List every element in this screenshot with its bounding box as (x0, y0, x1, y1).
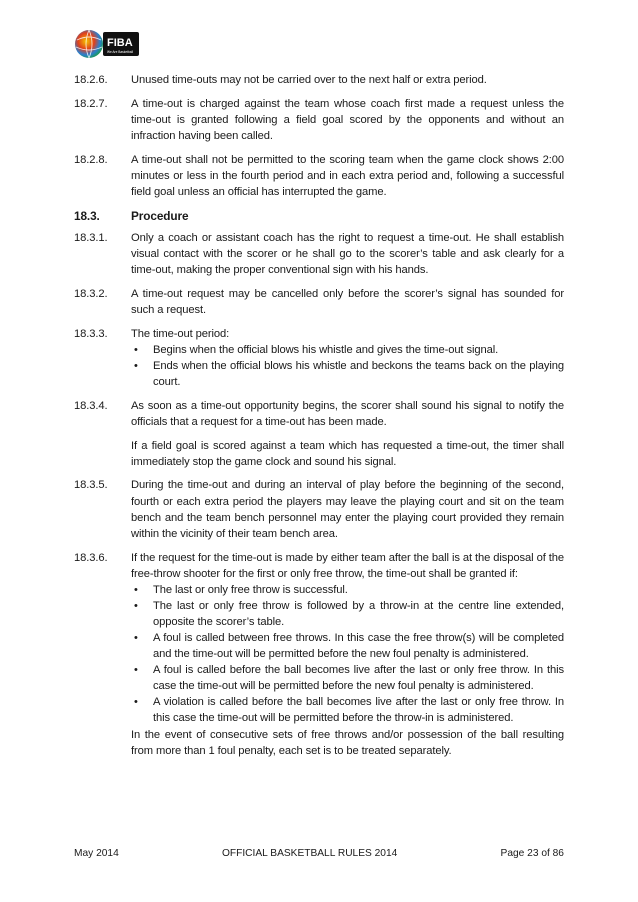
list-item: • A foul is called between free throws. In this case the free throw(s) will be completed and the time-out will be permitted before the new foul penalty is administered. (131, 630, 564, 662)
section-number: 18.3. (74, 208, 100, 223)
list-item: • Ends when the official blows his whistle and beckons the teams back on the playing court. (131, 358, 564, 390)
rule-18-3-5 (74, 477, 564, 541)
rule-18-2-7 (74, 96, 564, 144)
rule-text: Unused time-outs may not be carried over to the next half or extra period. (131, 74, 487, 86)
list-item: • Begins when the official blows his whistle and gives the time-out signal. (131, 342, 564, 358)
rule-number: 18.2.7. (74, 97, 108, 110)
footer-title: OFFICIAL BASKETBALL RULES 2014 (221, 848, 398, 859)
rule-18-3-3 (74, 326, 564, 390)
footer-date: May 2014 (74, 848, 119, 859)
list-item: • The last or only free throw is successful. (131, 582, 564, 598)
list-item: • The last or only free throw is followed by a throw-in at the centre line extended, opposite the scorer’s table. (131, 598, 564, 630)
fiba-logo (74, 28, 140, 60)
rule-text: The time-out period: (131, 327, 230, 340)
rule-number: 18.2.6. (74, 74, 108, 86)
rule-number: 18.3.4. (74, 399, 108, 412)
list-item: • A foul is called before the ball becomes live after the last or only free throw. In this case the time-out will be permitted before the new foul penalty is administered. (131, 662, 564, 694)
rule-text-closing: In the event of consecutive sets of free throws and/or possession of the ball resulting from more than 1 foul penalty, each set is to be treated separately. (131, 728, 564, 757)
rule-text-continued: If a field goal is scored against a team which has requested a time-out, the timer shall immediately stop the game clock and sound his signal. (131, 439, 564, 468)
rule-18-2-6 (74, 72, 564, 88)
rule-number: 18.3.2. (74, 287, 108, 300)
rule-text: During the time-out and during an interval of play before the beginning of the second, fourth or each extra period the players may leave the playing court and sit on the team bench and the team bench personnel may enter the playing court provided they remain within the vicinity of their team bench area. (131, 479, 564, 540)
rule-text: As soon as a time-out opportunity begins, the scorer shall sound his signal to notify the officials that a request for a time-out has been made. (131, 399, 564, 428)
rule-text: A time-out request may be cancelled only before the scorer’s signal has sounded for such a request. (131, 287, 564, 316)
rule-18-3-4 (74, 398, 564, 470)
rule-number: 18.3.6. (74, 551, 108, 564)
rules-content (74, 72, 564, 766)
fiba-logo-graphic (74, 28, 140, 60)
bullet-list (131, 342, 564, 390)
rule-18-3-6 (74, 550, 564, 759)
section-title: Procedure (131, 208, 189, 223)
section-heading-18-3 (74, 208, 564, 224)
list-item: • A violation is called before the ball becomes live after the last or only free throw. In this case the time-out will be permitted before the throw-in is administered. (131, 694, 564, 726)
rule-number: 18.2.8. (74, 153, 108, 166)
rule-18-2-8 (74, 152, 564, 200)
fiba-logo-text: FIBA (107, 37, 133, 49)
bullet-list (131, 582, 564, 727)
rule-text: Only a coach or assistant coach has the right to request a time-out. He shall establish visual contact with the scorer or he shall go to the scorer’s table and ask clearly for a time-out, making the proper conventional sign with his hands. (131, 231, 564, 276)
fiba-logo-tagline: We Are Basketball (107, 50, 133, 54)
page-footer (74, 848, 564, 859)
rule-number: 18.3.3. (74, 327, 108, 340)
rule-text: A time-out shall not be permitted to the scoring team when the game clock shows 2:00 minutes or less in the fourth period and in each extra period and, following a successful field goal unless an official has interrupted the game. (131, 153, 564, 198)
rule-18-3-2 (74, 286, 564, 318)
rule-text: A time-out is charged against the team whose coach first made a request unless the time-out is granted following a field goal scored by the opponents and without an infraction having been called. (131, 97, 564, 142)
rule-number: 18.3.5. (74, 479, 108, 492)
rule-18-3-1 (74, 230, 564, 278)
rule-text: If the request for the time-out is made by either team after the ball is at the disposal of the free-throw shooter for the first or only free throw, the time-out shall be granted if: (131, 551, 564, 580)
rule-number: 18.3.1. (74, 231, 108, 244)
footer-page-number: Page 23 of 86 (500, 848, 564, 859)
